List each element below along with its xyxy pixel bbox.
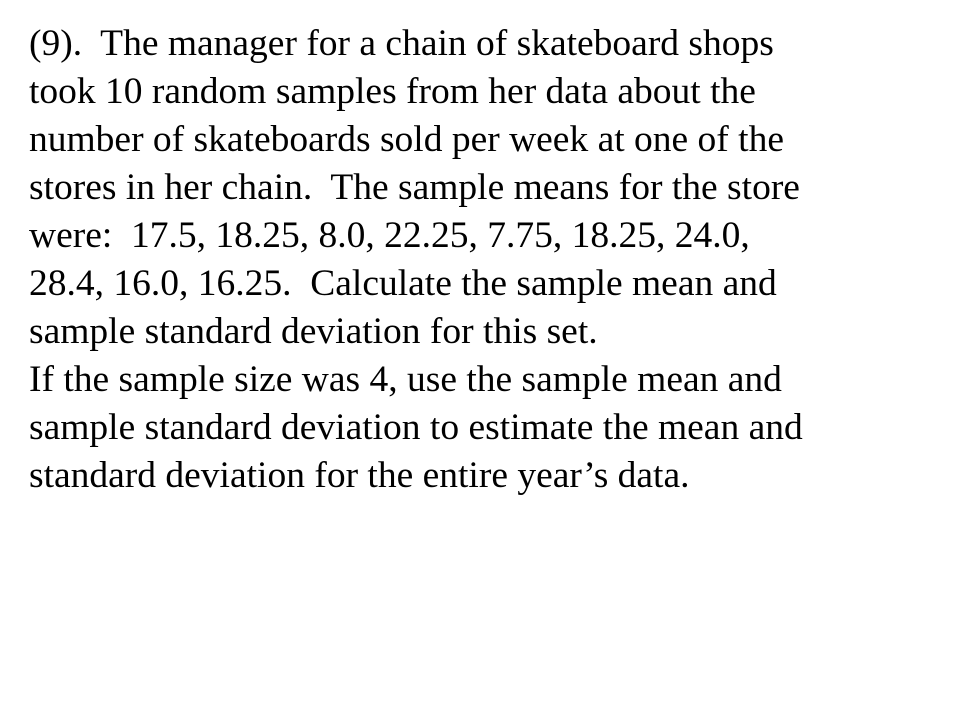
problem-line-3: number of skateboards sold per week at one of the: [29, 119, 784, 160]
problem-statement: [29, 20, 949, 500]
problem-line-10: standard deviation for the entire year’s data.: [29, 455, 690, 496]
problem-line-7: sample standard deviation for this set.: [29, 311, 598, 352]
problem-line-2: took 10 random samples from her data about the: [29, 71, 756, 112]
problem-line-4: stores in her chain. The sample means for the store: [29, 167, 800, 208]
problem-line-6: 28.4, 16.0, 16.25. Calculate the sample mean and: [29, 263, 777, 304]
problem-line-1: (9). The manager for a chain of skateboard shops: [29, 23, 774, 64]
problem-line-9: sample standard deviation to estimate the mean and: [29, 407, 803, 448]
problem-line-8: If the sample size was 4, use the sample mean and: [29, 359, 782, 400]
problem-line-5: were: 17.5, 18.25, 8.0, 22.25, 7.75, 18.25, 24.0,: [29, 215, 750, 256]
